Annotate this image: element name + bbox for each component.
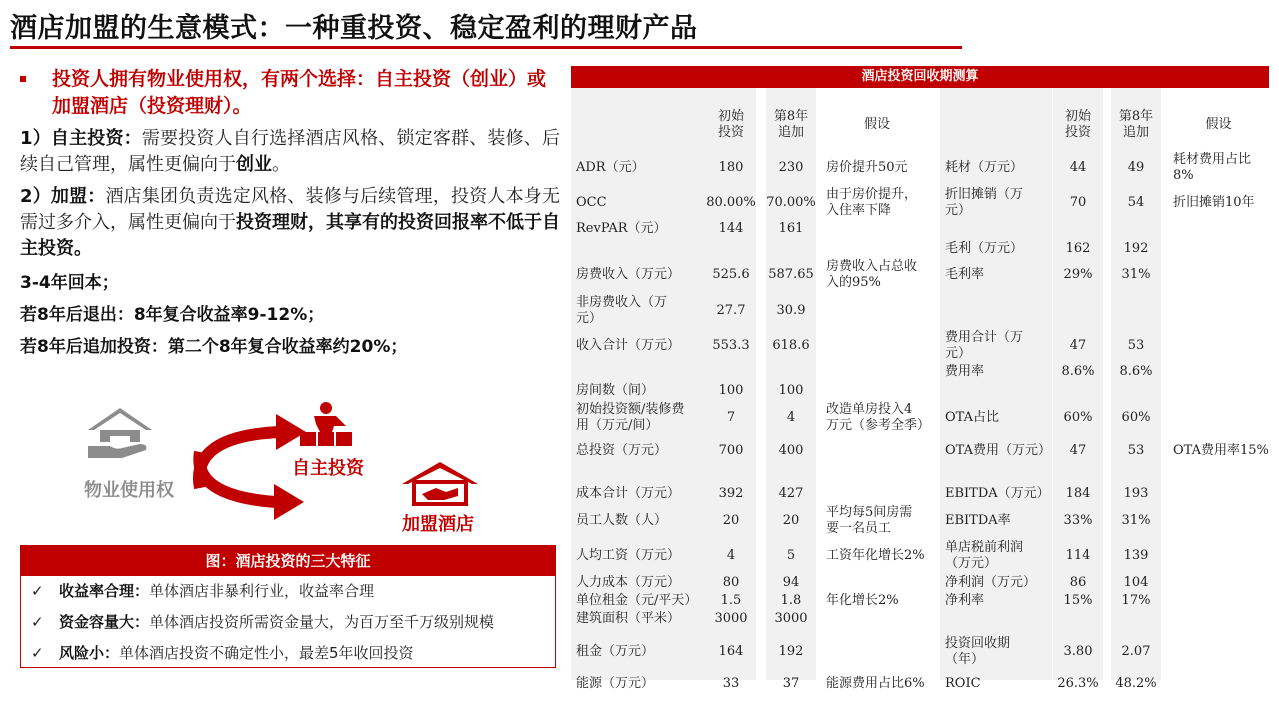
table-assumption: 年化增长2% xyxy=(826,593,899,608)
table-cell-year8: 587.65 xyxy=(768,267,814,282)
table-row-label: 毛利（万元） xyxy=(945,241,1024,256)
table-cell-year8: 17% xyxy=(1121,593,1151,608)
table-cell-year8: 4 xyxy=(786,410,796,425)
franchise-label: 加盟酒店 xyxy=(402,514,474,535)
table-row-label: 总投资（万元） xyxy=(576,443,668,458)
table-row-label: RevPAR（元） xyxy=(576,221,667,236)
self-invest-end: 。 xyxy=(272,154,290,175)
table-cell-initial: 164 xyxy=(718,644,744,659)
table-cell-initial: 33% xyxy=(1063,513,1093,528)
table-cell-year8: 31% xyxy=(1121,513,1151,528)
column-header: 初始 投资 xyxy=(1064,109,1091,140)
table-cell-year8: 37 xyxy=(782,676,800,691)
table-cell-year8: 53 xyxy=(1127,443,1145,458)
table-row-label: 房费收入（万元） xyxy=(576,267,681,282)
table-cell-year8: 31% xyxy=(1121,267,1151,282)
table-assumption: OTA费用率15% xyxy=(1173,443,1269,458)
table-cell-year8: 161 xyxy=(778,221,804,236)
curve-arrow-up-icon xyxy=(199,414,306,488)
feature-title: 资金容量大： xyxy=(59,613,150,631)
table-cell-initial: 29% xyxy=(1063,267,1093,282)
self-invest-body: 需要投资人自行选择酒店风格、锁定客群、装修、后续自己管理，属性更偏向于 xyxy=(20,128,560,175)
table-cell-initial: 553.3 xyxy=(712,338,750,353)
table-row-label: ROIC xyxy=(945,676,981,691)
table-row-label: OTA费用（万元） xyxy=(945,443,1052,458)
table-row-label: 人力成本（万元） xyxy=(576,575,681,590)
table-column-bg xyxy=(940,88,1052,680)
check-icon: ✓ xyxy=(31,644,44,662)
features-header: 图：酒店投资的三大特征 xyxy=(21,546,555,576)
check-icon: ✓ xyxy=(31,613,44,631)
table-cell-initial: 27.7 xyxy=(716,303,746,318)
table-cell-initial: 180 xyxy=(718,160,744,175)
table-assumption: 能源费用占比6% xyxy=(826,676,925,691)
table-row-label: ADR（元） xyxy=(576,160,645,175)
reinvest-line: 若8年后追加投资：第二个8年复合收益率约20%； xyxy=(20,337,408,357)
self-invest-label: 自主投资 xyxy=(292,458,364,479)
table-grid xyxy=(571,88,1269,691)
table-cell-year8: 5 xyxy=(786,548,796,563)
table-cell-year8: 400 xyxy=(778,443,804,458)
column-header: 假设 xyxy=(863,117,890,132)
curve-arrow-down-icon xyxy=(199,452,304,520)
title-divider xyxy=(10,46,962,49)
table-cell-initial: 184 xyxy=(1065,486,1091,501)
table-cell-year8: 3000 xyxy=(774,611,808,626)
table-cell-initial: 4 xyxy=(726,548,736,563)
table-cell-initial: 114 xyxy=(1065,548,1091,563)
table-cell-year8: 2.07 xyxy=(1121,644,1151,659)
table-row-label: 建筑面积（平米） xyxy=(576,611,681,626)
table-cell-year8: 30.9 xyxy=(776,303,806,318)
table-row-label: 投资回收期 （年） xyxy=(945,636,1011,667)
table-cell-year8: 94 xyxy=(782,575,800,590)
house-hand-icon xyxy=(88,408,152,458)
table-cell-year8: 193 xyxy=(1123,486,1149,501)
table-cell-year8: 49 xyxy=(1127,160,1145,175)
table-row-label: 折旧摊销（万 元） xyxy=(945,187,1024,218)
table-assumption: 房费收入占总收 入的95% xyxy=(826,259,918,290)
table-cell-initial: 162 xyxy=(1065,241,1091,256)
feature-title: 收益率合理： xyxy=(59,582,150,600)
table-cell-initial: 80.00% xyxy=(706,195,756,210)
table-row-label: 收入合计（万元） xyxy=(576,338,681,353)
table-row-label: 租金（万元） xyxy=(576,644,655,659)
table-row-label: 费用合计（万 元） xyxy=(945,330,1024,361)
table-row-label: OTA占比 xyxy=(945,410,1000,425)
table-row-label: 员工人数（人） xyxy=(576,513,668,528)
table-row-label: 初始投资额/装修费 用（万元/间） xyxy=(576,402,685,433)
table-row-label: 能源（万元） xyxy=(576,676,655,691)
table-cell-year8: 60% xyxy=(1121,410,1151,425)
table-row-label: 毛利率 xyxy=(945,267,985,282)
column-header: 第8年 追加 xyxy=(773,109,809,140)
table-column-bg xyxy=(1053,88,1103,680)
table-cell-initial: 525.6 xyxy=(712,267,750,282)
payback-table xyxy=(571,66,1269,691)
column-header: 假设 xyxy=(1205,117,1232,132)
table-cell-initial: 392 xyxy=(718,486,744,501)
table-row-label: 耗材（万元） xyxy=(945,160,1024,175)
page-title: 酒店加盟的生意模式：一种重投资、稳定盈利的理财产品 xyxy=(10,13,698,44)
table-row-label: 非房费收入（万 元） xyxy=(576,295,668,326)
table-cell-year8: 104 xyxy=(1123,575,1149,590)
franchise-body: 酒店集团负责选定风格、装修与后续管理，投资人本身无需过多介入，属性更偏向于 xyxy=(20,186,560,233)
table-header: 酒店投资回收期测算 xyxy=(571,66,1269,88)
table-cell-initial: 8.6% xyxy=(1061,364,1095,379)
table-assumption: 改造单房投入4 万元（参考全季） xyxy=(826,402,931,433)
feature-item xyxy=(21,607,555,638)
table-cell-initial: 80 xyxy=(722,575,740,590)
table-cell-initial: 44 xyxy=(1069,160,1087,175)
table-cell-year8: 427 xyxy=(778,486,804,501)
feature-text: 单体酒店投资所需资金量大，为百万至千万级别规模 xyxy=(149,613,495,631)
features-list xyxy=(21,576,555,669)
table-row-label: EBITDA率 xyxy=(945,513,1011,528)
franchise-paragraph xyxy=(20,184,560,262)
left-panel xyxy=(20,66,560,360)
table-assumption: 由于房价提升， 入住率下降 xyxy=(826,187,918,218)
table-cell-initial: 700 xyxy=(718,443,744,458)
table-cell-year8: 54 xyxy=(1127,195,1145,210)
person-boxes-icon xyxy=(300,402,352,446)
table-cell-year8: 70.00% xyxy=(766,195,816,210)
payback-line: 3-4年回本； xyxy=(20,273,119,293)
investment-choice-diagram xyxy=(80,396,500,536)
franchise-bold: 投资理财，其享有的投资回报率不低于自主投资。 xyxy=(20,212,560,259)
self-invest-head: 1）自主投资： xyxy=(20,128,142,149)
table-row-label: 人均工资（万元） xyxy=(576,548,681,563)
table-row-label: 净利润（万元） xyxy=(945,575,1037,590)
table-assumption: 耗材费用占比 8% xyxy=(1173,152,1252,183)
table-cell-year8: 8.6% xyxy=(1119,364,1153,379)
table-cell-initial: 1.5 xyxy=(720,593,742,608)
table-cell-initial: 60% xyxy=(1063,410,1093,425)
table-row-label: 成本合计（万元） xyxy=(576,486,681,501)
table-row-label: 房间数（间） xyxy=(576,383,655,398)
table-cell-initial: 3000 xyxy=(714,611,748,626)
table-cell-initial: 20 xyxy=(722,513,740,528)
table-row-label: 费用率 xyxy=(945,364,985,379)
table-cell-initial: 26.3% xyxy=(1057,676,1099,691)
table-cell-year8: 48.2% xyxy=(1115,676,1157,691)
table-cell-year8: 1.8 xyxy=(780,593,802,608)
table-cell-year8: 20 xyxy=(782,513,800,528)
table-cell-year8: 100 xyxy=(778,383,804,398)
table-cell-initial: 86 xyxy=(1069,575,1087,590)
feature-item xyxy=(21,576,555,607)
table-cell-year8: 192 xyxy=(1123,241,1149,256)
self-invest-bold: 创业 xyxy=(236,154,272,175)
property-label: 物业使用权 xyxy=(84,480,174,501)
feature-title: 风险小： xyxy=(59,644,120,662)
table-row-label: EBITDA（万元） xyxy=(945,486,1050,501)
column-header: 第8年 追加 xyxy=(1118,109,1154,140)
feature-text: 单体酒店投资不确定性小，最差5年收回投资 xyxy=(119,644,414,662)
table-row-label: 单位租金（元/平天） xyxy=(576,593,698,608)
feature-text: 单体酒店非暴利行业，收益率合理 xyxy=(149,582,375,600)
table-cell-initial: 3.80 xyxy=(1063,644,1093,659)
table-cell-year8: 230 xyxy=(778,160,804,175)
table-cell-initial: 15% xyxy=(1063,593,1093,608)
table-cell-year8: 53 xyxy=(1127,338,1145,353)
table-cell-year8: 618.6 xyxy=(772,338,810,353)
table-row-label: OCC xyxy=(576,195,607,210)
table-cell-initial: 144 xyxy=(718,221,744,236)
table-assumption: 房价提升50元 xyxy=(826,160,908,175)
feature-item xyxy=(21,638,555,669)
table-cell-initial: 47 xyxy=(1069,338,1087,353)
table-cell-initial: 47 xyxy=(1069,443,1087,458)
features-box xyxy=(20,545,556,668)
column-header: 初始 投资 xyxy=(717,109,744,140)
main-bullet: 投资人拥有物业使用权，有两个选择：自主投资（创业）或加盟酒店（投资理财）。 xyxy=(20,66,560,120)
table-assumption: 折旧摊销10年 xyxy=(1173,195,1255,210)
table-cell-initial: 7 xyxy=(726,410,736,425)
check-icon: ✓ xyxy=(31,582,44,600)
table-cell-year8: 139 xyxy=(1123,548,1149,563)
table-cell-initial: 100 xyxy=(718,383,744,398)
table-row-label: 单店税前利润 （万元） xyxy=(945,540,1024,571)
table-column-bg xyxy=(1111,88,1161,680)
table-cell-year8: 192 xyxy=(778,644,804,659)
table-assumption: 工资年化增长2% xyxy=(826,548,925,563)
table-assumption: 平均每5间房需 要一名员工 xyxy=(826,505,913,536)
table-cell-initial: 70 xyxy=(1069,195,1087,210)
table-row-label: 净利率 xyxy=(945,593,985,608)
table-cell-initial: 33 xyxy=(722,676,740,691)
house-handshake-icon xyxy=(402,462,478,504)
franchise-head: 2）加盟： xyxy=(20,186,106,207)
exit-line: 若8年后退出：8年复合收益率9-12%； xyxy=(20,305,325,325)
self-invest-paragraph xyxy=(20,126,560,178)
